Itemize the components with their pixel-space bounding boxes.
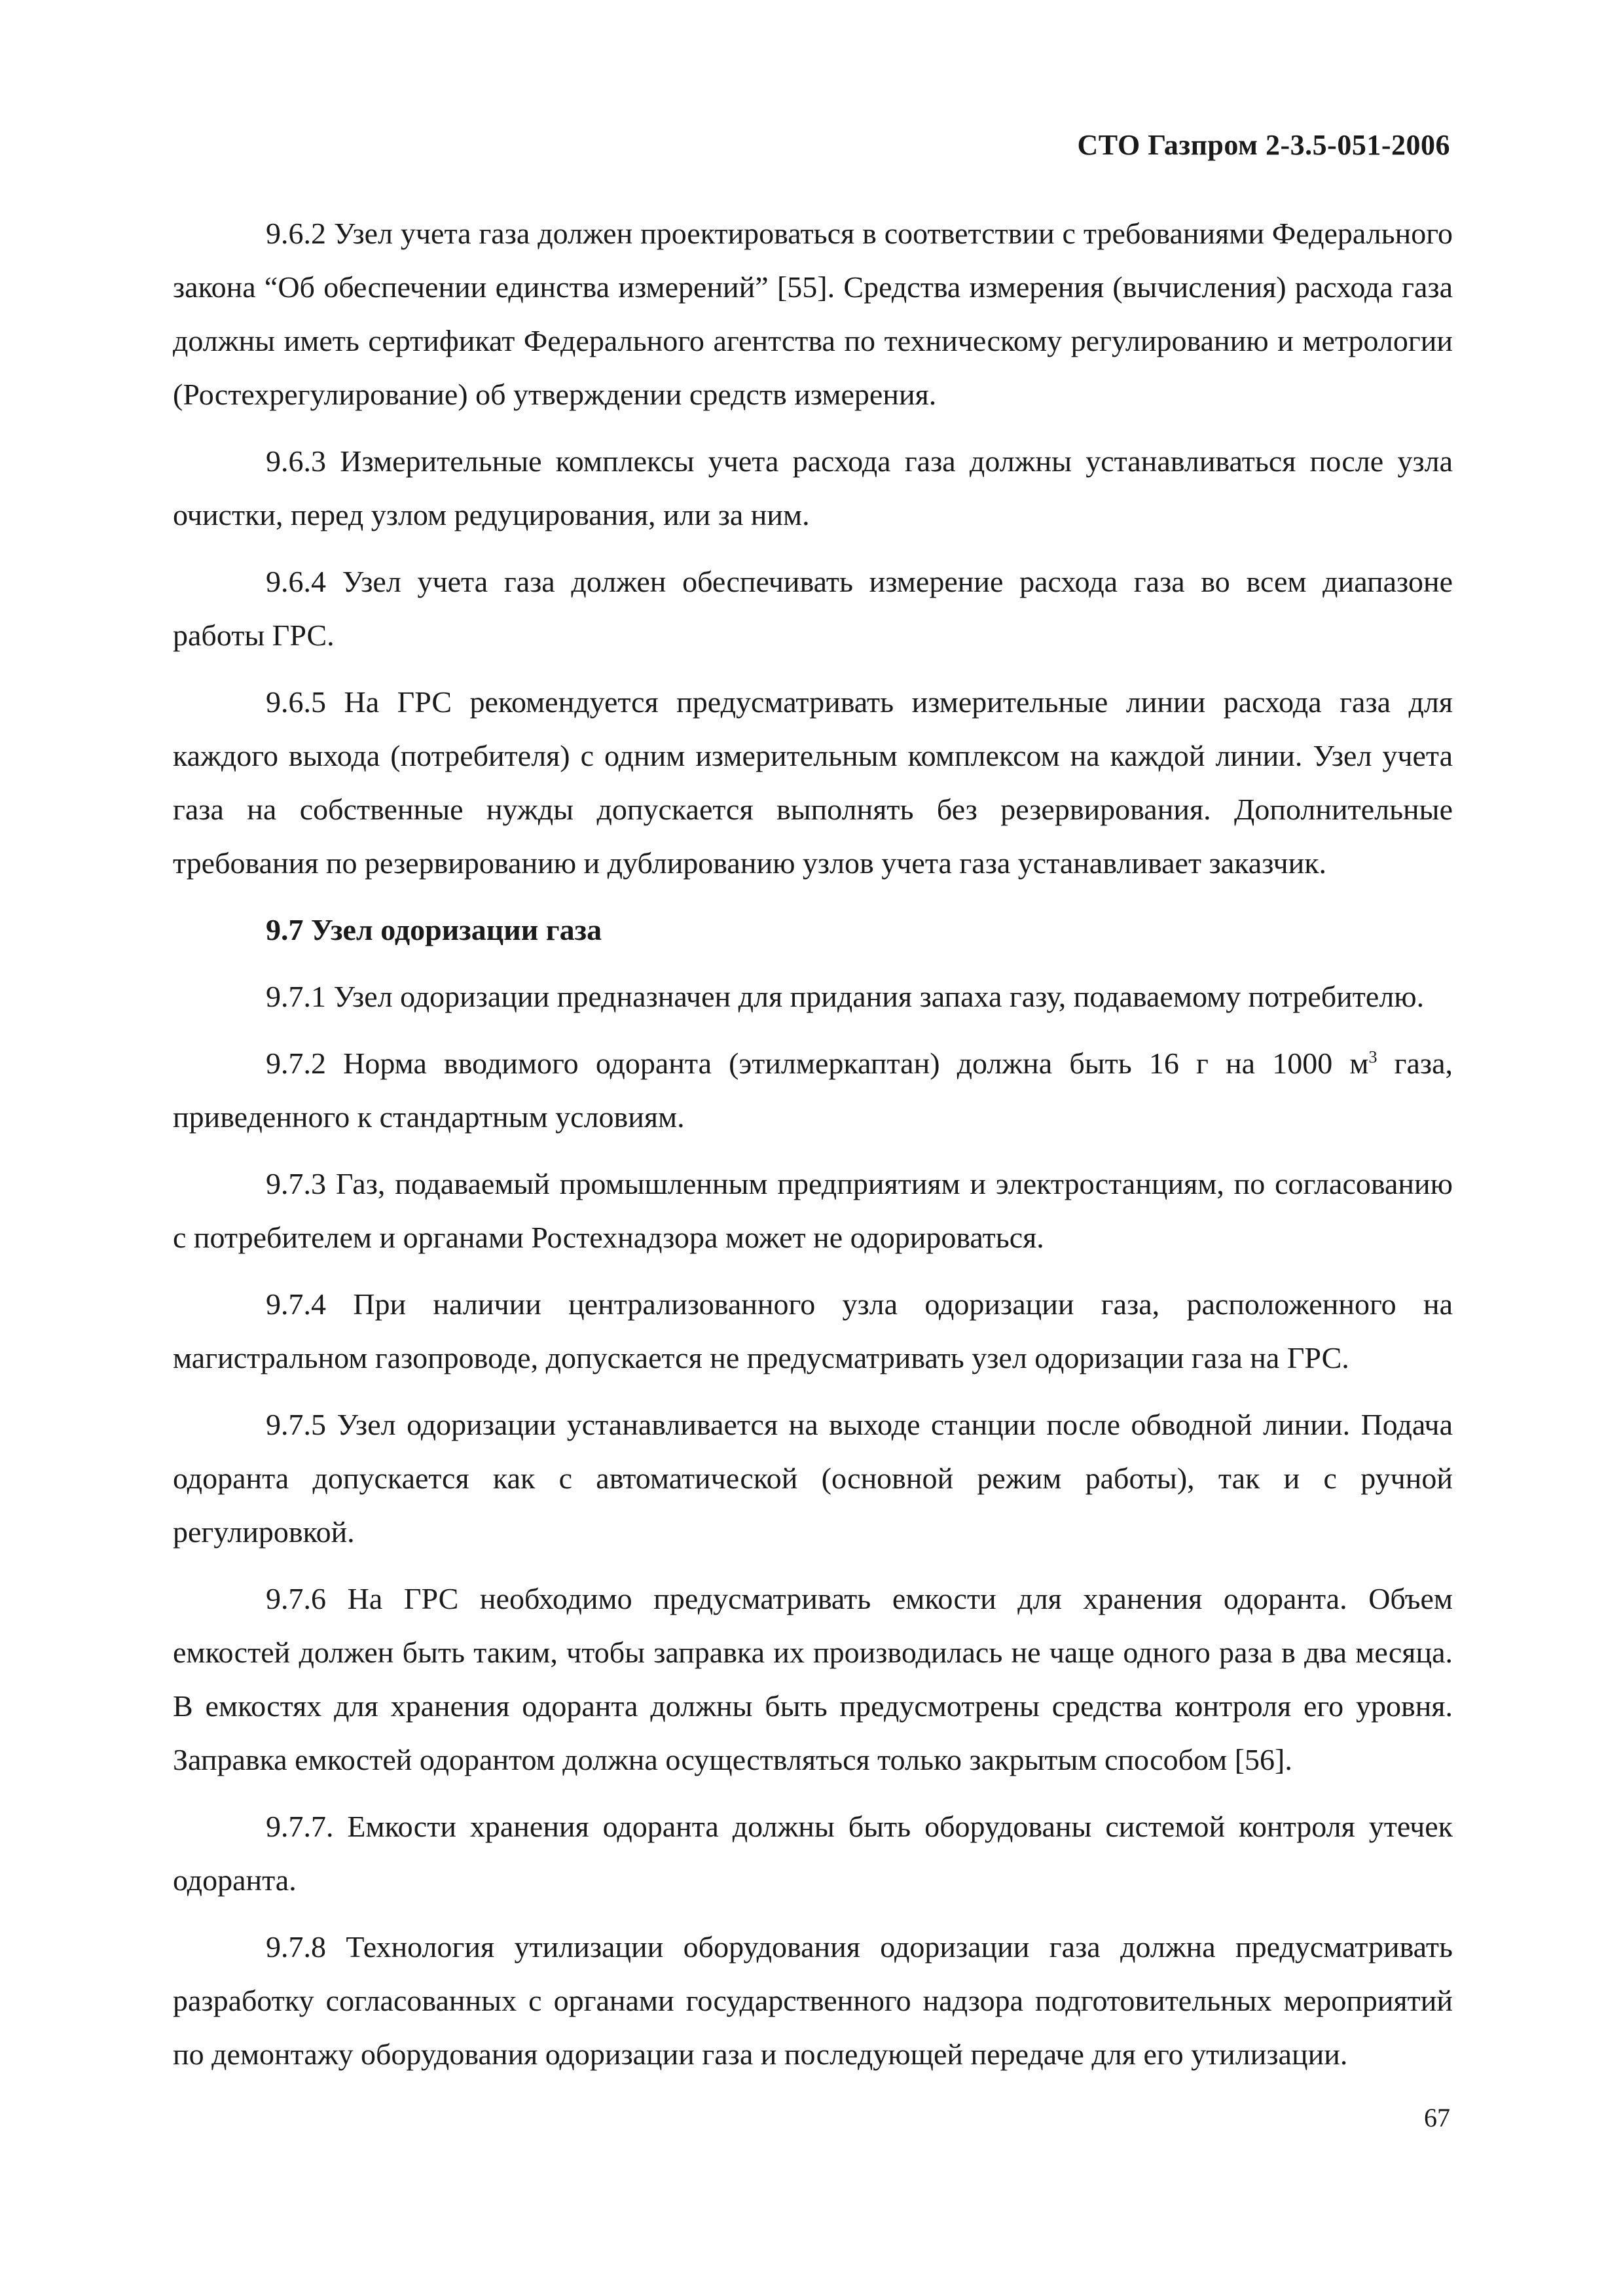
- paragraph-9-6-4: 9.6.4 Узел учета газа должен обеспечивать измерение расхода газа во всем диапазоне работы ГРС.: [173, 565, 1453, 652]
- section-heading-9-7: 9.7 Узел одоризации газа: [266, 913, 602, 946]
- paragraph-9-7-1: 9.7.1 Узел одоризации предназначен для придания запаха газу, подаваемому потребителю.: [266, 980, 1425, 1013]
- superscript-cubic: 3: [1368, 1047, 1377, 1067]
- paragraph-9-6-5: 9.6.5 На ГРС рекомендуется предусматривать измерительные линии расхода газа для каждого выхода (потребителя) с одним измерительным комплексом на каждой линии. Узел учета газа на собственные нужды допускается выполнять без резервирования. Дополнительные требования по резервированию и дублированию узлов учета газа устанавливает заказчик.: [173, 685, 1453, 880]
- paragraph-9-7-7: 9.7.7. Емкости хранения одоранта должны быть оборудованы системой контроля утечек одоранта.: [173, 1810, 1453, 1897]
- paragraph-9-7-6: 9.7.6 На ГРС необходимо предусматривать емкости для хранения одоранта. Объем емкостей должен быть таким, чтобы заправка их производилась не чаще одного раза в два месяца. В емкостях для хранения одоранта должны быть предусмотрены средства контроля его уровня. Заправка емкостей одорантом должна осуществляться только закрытым способом [56].: [173, 1582, 1453, 1776]
- document-body: [173, 207, 1453, 2094]
- document-header: СТО Газпром 2-3.5-051-2006: [1077, 129, 1450, 161]
- page-number: 67: [1424, 2103, 1450, 2132]
- paragraph-9-6-3: 9.6.3 Измерительные комплексы учета расхода газа должны устанавливаться после узла очистки, перед узлом редуцирования, или за ним.: [173, 444, 1453, 531]
- paragraph-9-7-8: 9.7.8 Технология утилизации оборудования одоризации газа должна предусматривать разработку согласованных с органами государственного надзора подготовительных мероприятий по демонтажу оборудования одоризации газа и последующей передаче для его утилизации.: [173, 1930, 1453, 2071]
- paragraph-9-7-5: 9.7.5 Узел одоризации устанавливается на выходе станции после обводной линии. Подача одоранта допускается как с автоматической (основной режим работы), так и с ручной регулировкой.: [173, 1408, 1453, 1549]
- paragraph-9-7-2: [173, 1037, 1453, 1144]
- paragraph-9-6-2: 9.6.2 Узел учета газа должен проектироваться в соответствии с требованиями Федерального закона “Об обеспечении единства измерений” [55]. Средства измерения (вычисления) расхода газа должны иметь сертификат Федерального агентства по техническому регулированию и метрологии (Ростехрегулирование) об утверждении средств измерения.: [173, 217, 1453, 411]
- paragraph-9-7-2-after: газа, приведенного к стандартным условиям.: [173, 1047, 1453, 1134]
- paragraph-9-7-2-before: 9.7.2 Норма вводимого одоранта (этилмеркаптан) должна быть 16 г на 1000 м: [266, 1047, 1369, 1080]
- paragraph-9-7-4: 9.7.4 При наличии централизованного узла одоризации газа, расположенного на магистральном газопроводе, допускается не предусматривать узел одоризации газа на ГРС.: [173, 1287, 1453, 1374]
- paragraph-9-7-3: 9.7.3 Газ, подаваемый промышленным предприятиям и электростанциям, по согласованию с потребителем и органами Ростехнадзора может не одорироваться.: [173, 1167, 1453, 1254]
